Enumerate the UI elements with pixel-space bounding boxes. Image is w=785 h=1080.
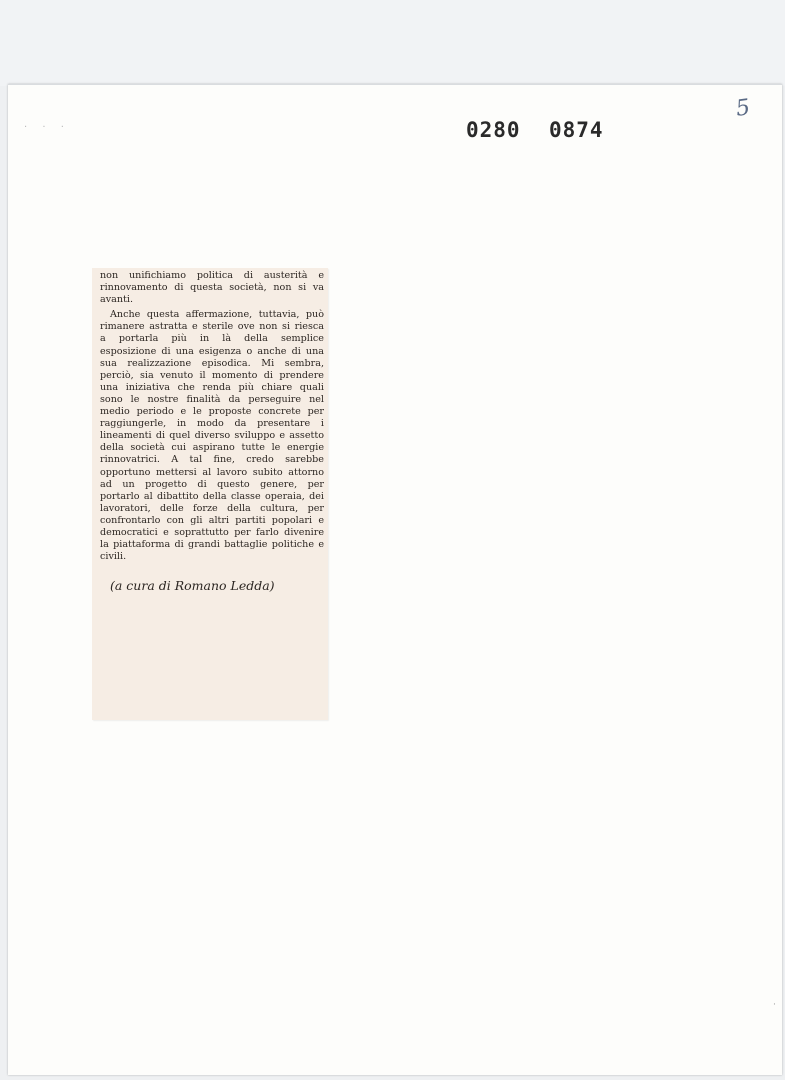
clipping-byline: (a cura di Romano Ledda) — [110, 578, 275, 594]
archive-code-second: 0874 — [549, 118, 604, 142]
archive-code-first: 0280 — [466, 118, 521, 142]
newspaper-clipping — [92, 268, 328, 720]
handwritten-page-number: 5 — [734, 95, 752, 122]
clipping-paragraph-1: non unifichiamo politica di austerità e rinnovamento di questa società, non si va avanti. — [100, 270, 324, 306]
clipping-paragraph-2: Anche questa affermazione, tuttavia, può rimanere astratta e sterile ove non si riesca a portarla più in là della semplice esposizione di una esigenza o anche di una sua realizzazione episodica. Mi sembra, perciò, sia venuto il momento di prendere una iniziativa che renda più chiare quali sono le nostre finalità da perseguire nel medio periodo e le proposte concrete per raggiungerle, in modo da presentare i lineamenti di quel diverso sviluppo e assetto della società cui aspirano tutte le energie rinnovatrici. A tal fine, credo sarebbe opportuno mettersi al lavoro subito attorno ad un progetto di questo genere, per portarlo al dibattito della classe operaia, dei lavoratori, delle forze della cultura, per confrontarlo con gli altri partiti popolari e democratici e soprattutto per farlo divenire la piattaforma di grandi battaglie politiche e civili. — [100, 309, 324, 563]
scan-speckles: · · · — [24, 122, 70, 133]
scanner-background — [0, 0, 785, 86]
edge-speckle: · — [773, 1000, 776, 1010]
